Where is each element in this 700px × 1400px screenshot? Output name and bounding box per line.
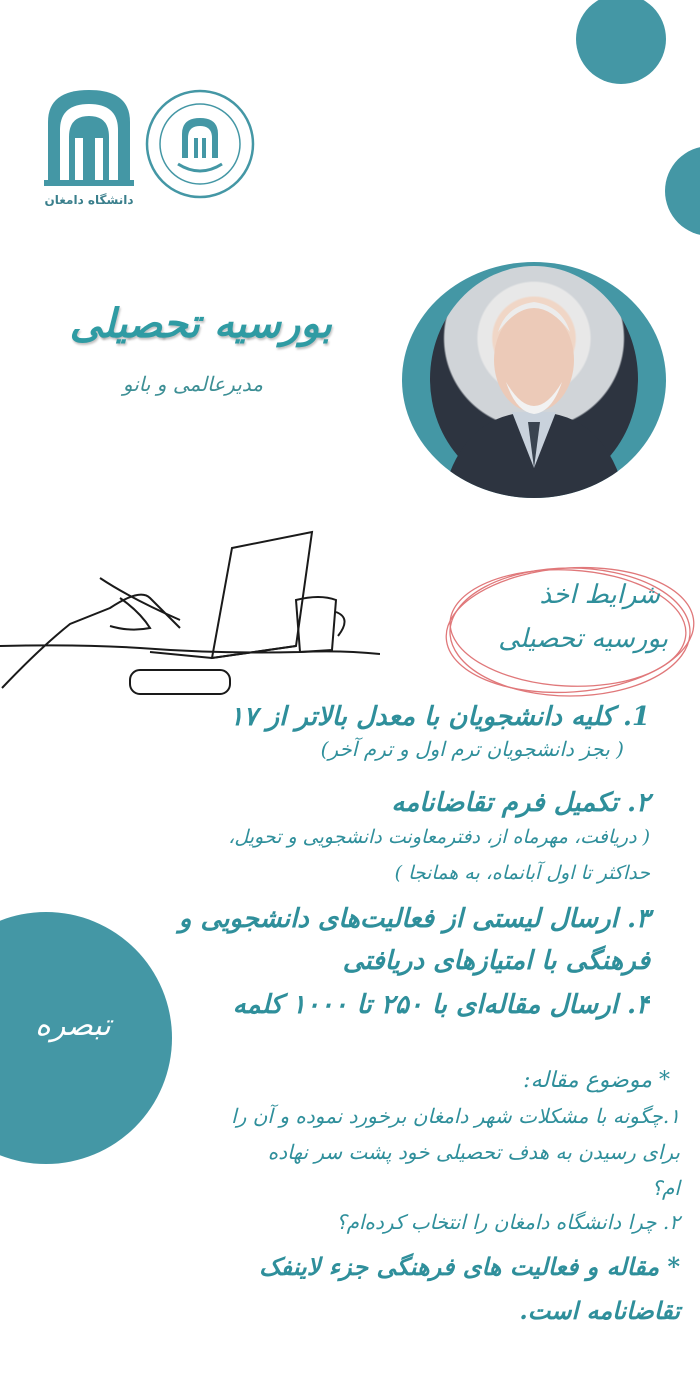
article-footer-2: تقاضانامه است.: [519, 1296, 680, 1325]
portrait-frame: [402, 262, 666, 498]
page-subtitle: مدیرعالمی و بانو: [122, 372, 263, 396]
badge-line-2: بورسیه تحصیلی: [498, 624, 668, 654]
laptop-screen: [212, 532, 312, 658]
article-question-1a: ۱.چگونه با مشکلات شهر دامغان برخورد نموده و آن را: [231, 1104, 680, 1128]
condition-note-1: ( بجز دانشجویان ترم اول و ترم آخر): [320, 737, 624, 761]
condition-number-2: ۲.: [626, 788, 650, 818]
condition-text-4: ارسال مقاله‌ای با ۲۵۰ تا ۱۰۰۰ کلمه: [232, 990, 618, 1020]
condition-item-3: [170, 904, 650, 934]
condition-item-4: [150, 990, 650, 1020]
charity-logo-text: [144, 88, 145, 89]
article-heading: * موضوع مقاله:: [523, 1068, 670, 1093]
laptop-doodle-illustration: [0, 528, 380, 698]
condition-number-4: ۴.: [626, 990, 650, 1020]
condition-text-1: کلیه دانشجویان با معدل بالاتر از ۱۷: [229, 702, 614, 732]
note-circle-label: تبصره: [35, 1008, 111, 1043]
condition-item-1: [150, 700, 650, 734]
decor-circle-top: [576, 0, 666, 84]
article-question-2: ۲. چرا دانشگاه دامغان را انتخاب کرده‌ام؟: [335, 1210, 680, 1234]
university-building-icon: [42, 82, 136, 187]
article-question-1b: برای رسیدن به هدف تحصیلی خود پشت سر نهاده: [267, 1140, 680, 1164]
page-title: بورسیه تحصیلی: [69, 300, 332, 347]
condition-number-3: ۳.: [626, 904, 650, 934]
conditions-badge: [440, 560, 698, 700]
condition-text-3b: فرهنگی با امتیازهای دریافتی: [342, 946, 650, 976]
condition-note-2a: ( دریافت، مهرماه از، دفترمعاونت دانشجویی و تحویل،: [228, 826, 650, 848]
charity-seal-logo: [144, 88, 256, 200]
university-logo: [42, 82, 136, 212]
condition-item-2: [260, 788, 650, 818]
condition-text-3a: ارسال لیستی از فعالیت‌های دانشجویی و: [178, 904, 618, 934]
university-logo-text: دانشگاه دامغان: [44, 193, 134, 207]
article-question-1c: ام؟: [651, 1176, 680, 1200]
mug-handle: [336, 612, 345, 636]
article-footer-1: * مقاله و فعالیت های فرهنگی جزء لاینفک: [259, 1252, 680, 1281]
condition-text-2: تکمیل فرم تقاضانامه: [391, 788, 618, 818]
decor-circle-right: [665, 146, 700, 236]
portrait-figure-icon: [402, 262, 666, 498]
phone-icon: [130, 670, 230, 694]
condition-note-2b: حداکثر تا اول آبانماه، به همانجا ): [394, 862, 650, 884]
badge-line-1: شرایط اخذ: [539, 580, 660, 610]
seal-icon: [144, 88, 256, 200]
conditions-list: [150, 700, 650, 764]
condition-number-1: 1.: [622, 702, 650, 732]
